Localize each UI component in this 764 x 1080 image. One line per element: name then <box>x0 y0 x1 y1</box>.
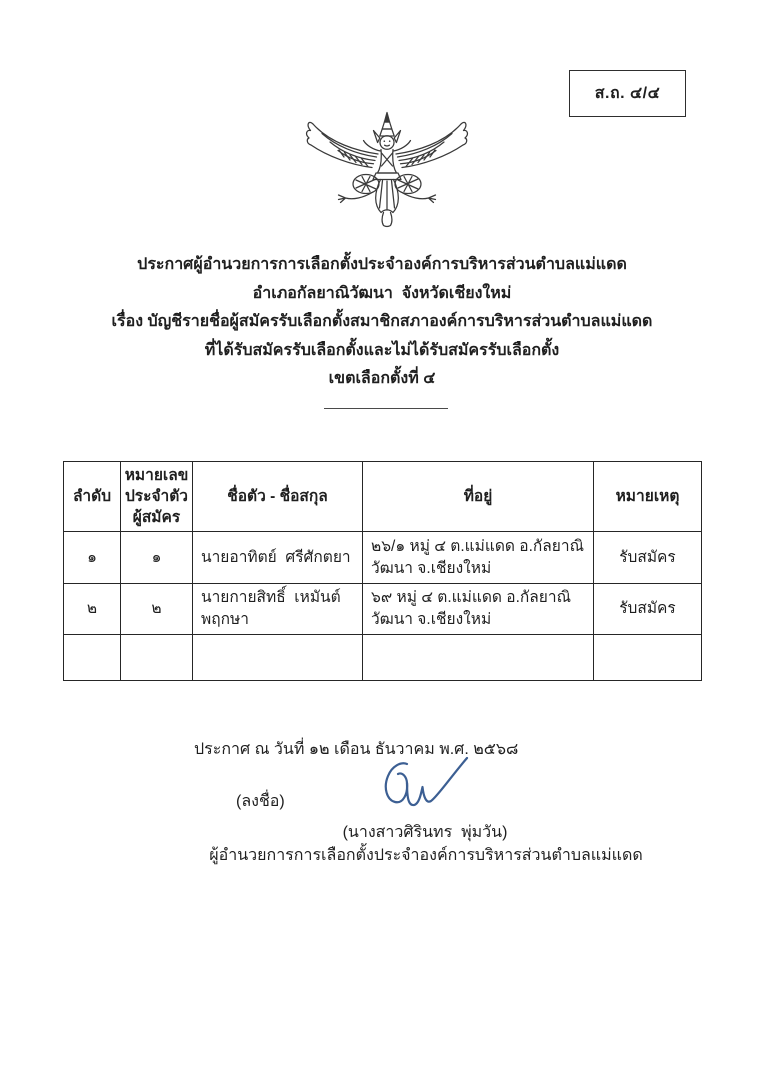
title-block <box>0 251 764 394</box>
announcement-date: ประกาศ ณ วันที่ ๑๒ เดือน ธันวาคม พ.ศ. ๒๕๖๘ <box>194 741 519 758</box>
cell-name: นายกายสิทธิ์ เหมันต์พฤกษา <box>193 584 363 635</box>
signer-name: (นางสาวศิรินทร พุ่มวัน) <box>342 824 508 841</box>
cell-order <box>64 635 121 681</box>
cell-name <box>193 635 363 681</box>
cell-address <box>363 635 594 681</box>
candidates-table <box>63 461 702 681</box>
title-line-3: เรื่อง บัญชีรายชื่อผู้สมัครรับเลือกตั้งสมาชิกสภาองค์การบริหารส่วนตำบลแม่แดด <box>111 313 653 330</box>
cell-address: ๖๙ หมู่ ๔ ต.แม่แดด อ.กัลยาณิวัฒนา จ.เชียงใหม่ <box>363 584 594 635</box>
title-line-2: อำเภอกัลยาณิวัฒนา จังหวัดเชียงใหม่ <box>252 284 512 302</box>
cell-candidate-number: ๒ <box>121 584 193 635</box>
cell-remark: รับสมัคร <box>594 532 702 584</box>
handwritten-signature-icon <box>374 756 474 820</box>
title-line-5: เขตเลือกตั้งที่ ๔ <box>328 370 436 387</box>
cell-order: ๒ <box>64 584 121 635</box>
table-row-empty <box>64 635 702 681</box>
table-row <box>64 584 702 635</box>
table-header-row <box>64 462 702 532</box>
header-name: ชื่อตัว - ชื่อสกุล <box>193 462 363 532</box>
header-candidate-number: หมายเลข ประจำตัว ผู้สมัคร <box>121 462 193 532</box>
divider-line <box>324 408 448 409</box>
cell-candidate-number <box>121 635 193 681</box>
cell-candidate-number: ๑ <box>121 532 193 584</box>
header-address: ที่อยู่ <box>363 462 594 532</box>
title-line-1: ประกาศผู้อำนวยการการเลือกตั้งประจำองค์การบริหารส่วนตำบลแม่แดด <box>137 256 627 273</box>
header-remark: หมายเหตุ <box>594 462 702 532</box>
header-order: ลำดับ <box>64 462 121 532</box>
cell-name: นายอาทิตย์ ศรีศักตยา <box>193 532 363 584</box>
signed-label: (ลงชื่อ) <box>236 793 285 810</box>
garuda-emblem-icon <box>297 111 477 236</box>
cell-remark: รับสมัคร <box>594 584 702 635</box>
title-line-4: ที่ได้รับสมัครรับเลือกตั้งและไม่ได้รับสมัครรับเลือกตั้ง <box>204 341 560 359</box>
cell-order: ๑ <box>64 532 121 584</box>
signer-title: ผู้อำนวยการการเลือกตั้งประจำองค์การบริหารส่วนตำบลแม่แดด <box>209 847 643 864</box>
form-code-label: ส.ถ. ๔/๔ <box>594 85 661 102</box>
cell-remark <box>594 635 702 681</box>
form-code-box <box>569 70 686 117</box>
table-row <box>64 532 702 584</box>
cell-address: ๒๖/๑ หมู่ ๔ ต.แม่แดด อ.กัลยาณิวัฒนา จ.เชียงใหม่ <box>363 532 594 584</box>
